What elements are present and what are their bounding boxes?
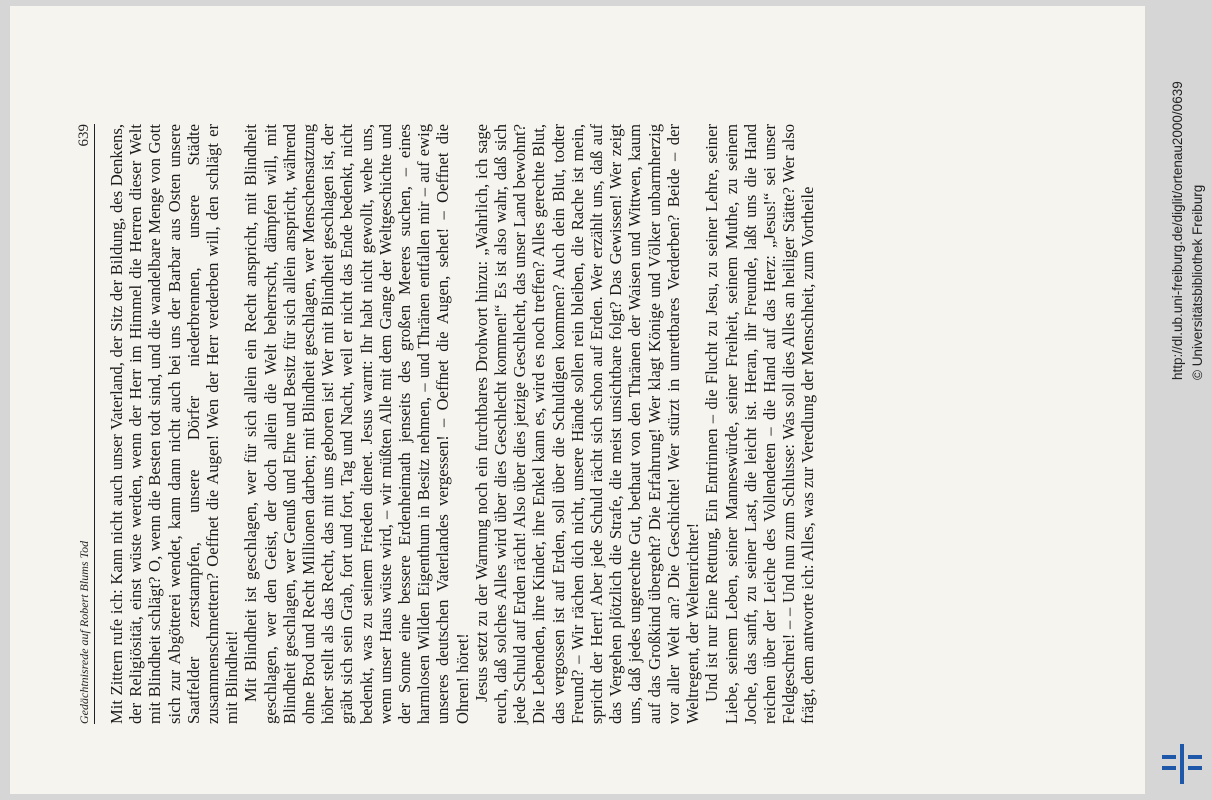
ub-freiburg-logo-icon bbox=[1162, 744, 1202, 784]
running-head-title: Gedächtnisrede auf Robert Blums Tod bbox=[77, 540, 91, 724]
page-number: 639 bbox=[76, 124, 92, 147]
paragraph: Und ist nur Eine Rettung, Ein Entrinnen – die Flucht zu Jesu, zu seiner Lehre, seiner Liebe, seinem Leben, seiner Manneswürde, seiner Freiheit, seinem Muthe, zu seinem Joche, das sanft, zu seiner Last, die leicht ist. Heran, ihr Freunde, laßt uns die Hand reichen über der Leiche des Vollendeten – die Hand auf das Herz: „Jesus!“ sei unser Feldgeschrei! – – Und nun zum Schlusse: Was soll dies Alles an heiliger Stätte? Wer also frägt, dem antworte ich: Alles, was zur Veredlung der Menschheit, zum Vortheile bbox=[702, 124, 818, 724]
copyright-notice: © Universitätsbibliothek Freiburg bbox=[1190, 184, 1205, 380]
paragraph: Jesus setzt zu der Warnung noch ein furchtbares Drohwort hinzu: „Wahrlich, ich sage euch, daß solches Alles wird über dies Geschlecht kommen!“ Es ist also wahr, daß sich jede Schuld auf Erden rächt! Also über dies jetzige Geschlecht, das unser Land bewohnt? Die Lebenden, ihre Kinder, ihre Enkel kann es, wird es noch treffen? Alles gerechte Blut, das vergossen ist auf Erden, soll über die Schuldigen kommen? Auch dein Blut, todter Freund? – Wir rächen dich nicht, unsere Hände sollen rein bleiben, die Rache ist mein, spricht der Herr! Aber jede Schuld rächt sich schon auf Erden. Wer erzählt uns, daß auf das Vergehen plötzlich die Strafe, die meist unsichtbare folgt? Das Gewissen! Wer zeigt uns, daß jedes ungerechte Gut, bethaut von den Thränen der Waisen und Wittwen, kaum auf das Großkind übergeht? Die Erfahrung! Wer klagt Könige und Völker unbarmherzig vor aller Welt an? Die Geschichte! Wer stürzt in unrettbares Verderben? Beide – der Weltregent, der Weltenrichter! bbox=[471, 124, 703, 724]
running-head bbox=[72, 124, 95, 724]
rotated-text-block bbox=[72, 124, 1082, 724]
source-url[interactable]: http://dl.ub.uni-freiburg.de/diglit/ortenau2000/0639 bbox=[1170, 81, 1185, 380]
credits bbox=[1168, 10, 1208, 380]
paragraph: Mit Blindheit ist geschlagen, wer für sich allein ein Recht anspricht, mit Blindheit geschlagen, wer den Geist, der doch allein die Welt beherrscht, dämpfen will, mit Blindheit geschlagen, wer Genuß und Ehre und Besitz für sich allein anspricht, während ohne Brod und Recht Millionen darben; mit Blindheit geschlagen, wer Menschensatzung höher stellt als das Recht, das mit uns geboren ist! Wer mit Blindheit geschlagen ist, der gräbt sich sein Grab, fort und fort, Tag und Nacht, weil er nicht das Ende bedenkt, nicht bedenkt, was zu seinem Frieden dienet. Jesus warnt: Ihr habt nicht gewollt, wehe uns, wenn unser Haus wüste wird, – wir müßten Alle mit dem Gange der Weltgeschichte und der Sonne eine bessere Erdenheimath jenseits des großen Meeres suchen, – eines harmlosen Wilden Eigenthum in Besitz nehmen, – und Thränen entfallen mir – auf ewig unseres deutschen Vaterlandes vergessen! – Oeffnet die Augen, sehet! – Oeffnet die Ohren! höret! bbox=[241, 124, 472, 724]
scanned-page bbox=[10, 6, 1145, 794]
body-text bbox=[107, 124, 818, 724]
paragraph: Mit Zittern rufe ich: Kann nicht auch unser Vaterland, der Sitz der Bildung, des Denkens, der Religiösität, einst wüste werden, wenn der Herr im Himmel die Herren dieser Welt mit Blindheit schlägt? O, wenn die Besten todt sind, und die wandelbare Menge von Gott sich zur Abgötterei wendet, kann dann nicht auch bei uns der Barbar aus Osten unsere Saatfelder zerstampfen, unsere Dörfer niederbrennen, unsere Städte zusammenschmettern? Oeffnet die Augen! Wen der Herr verderben will, den schlägt er mit Blindheit! bbox=[107, 124, 242, 724]
